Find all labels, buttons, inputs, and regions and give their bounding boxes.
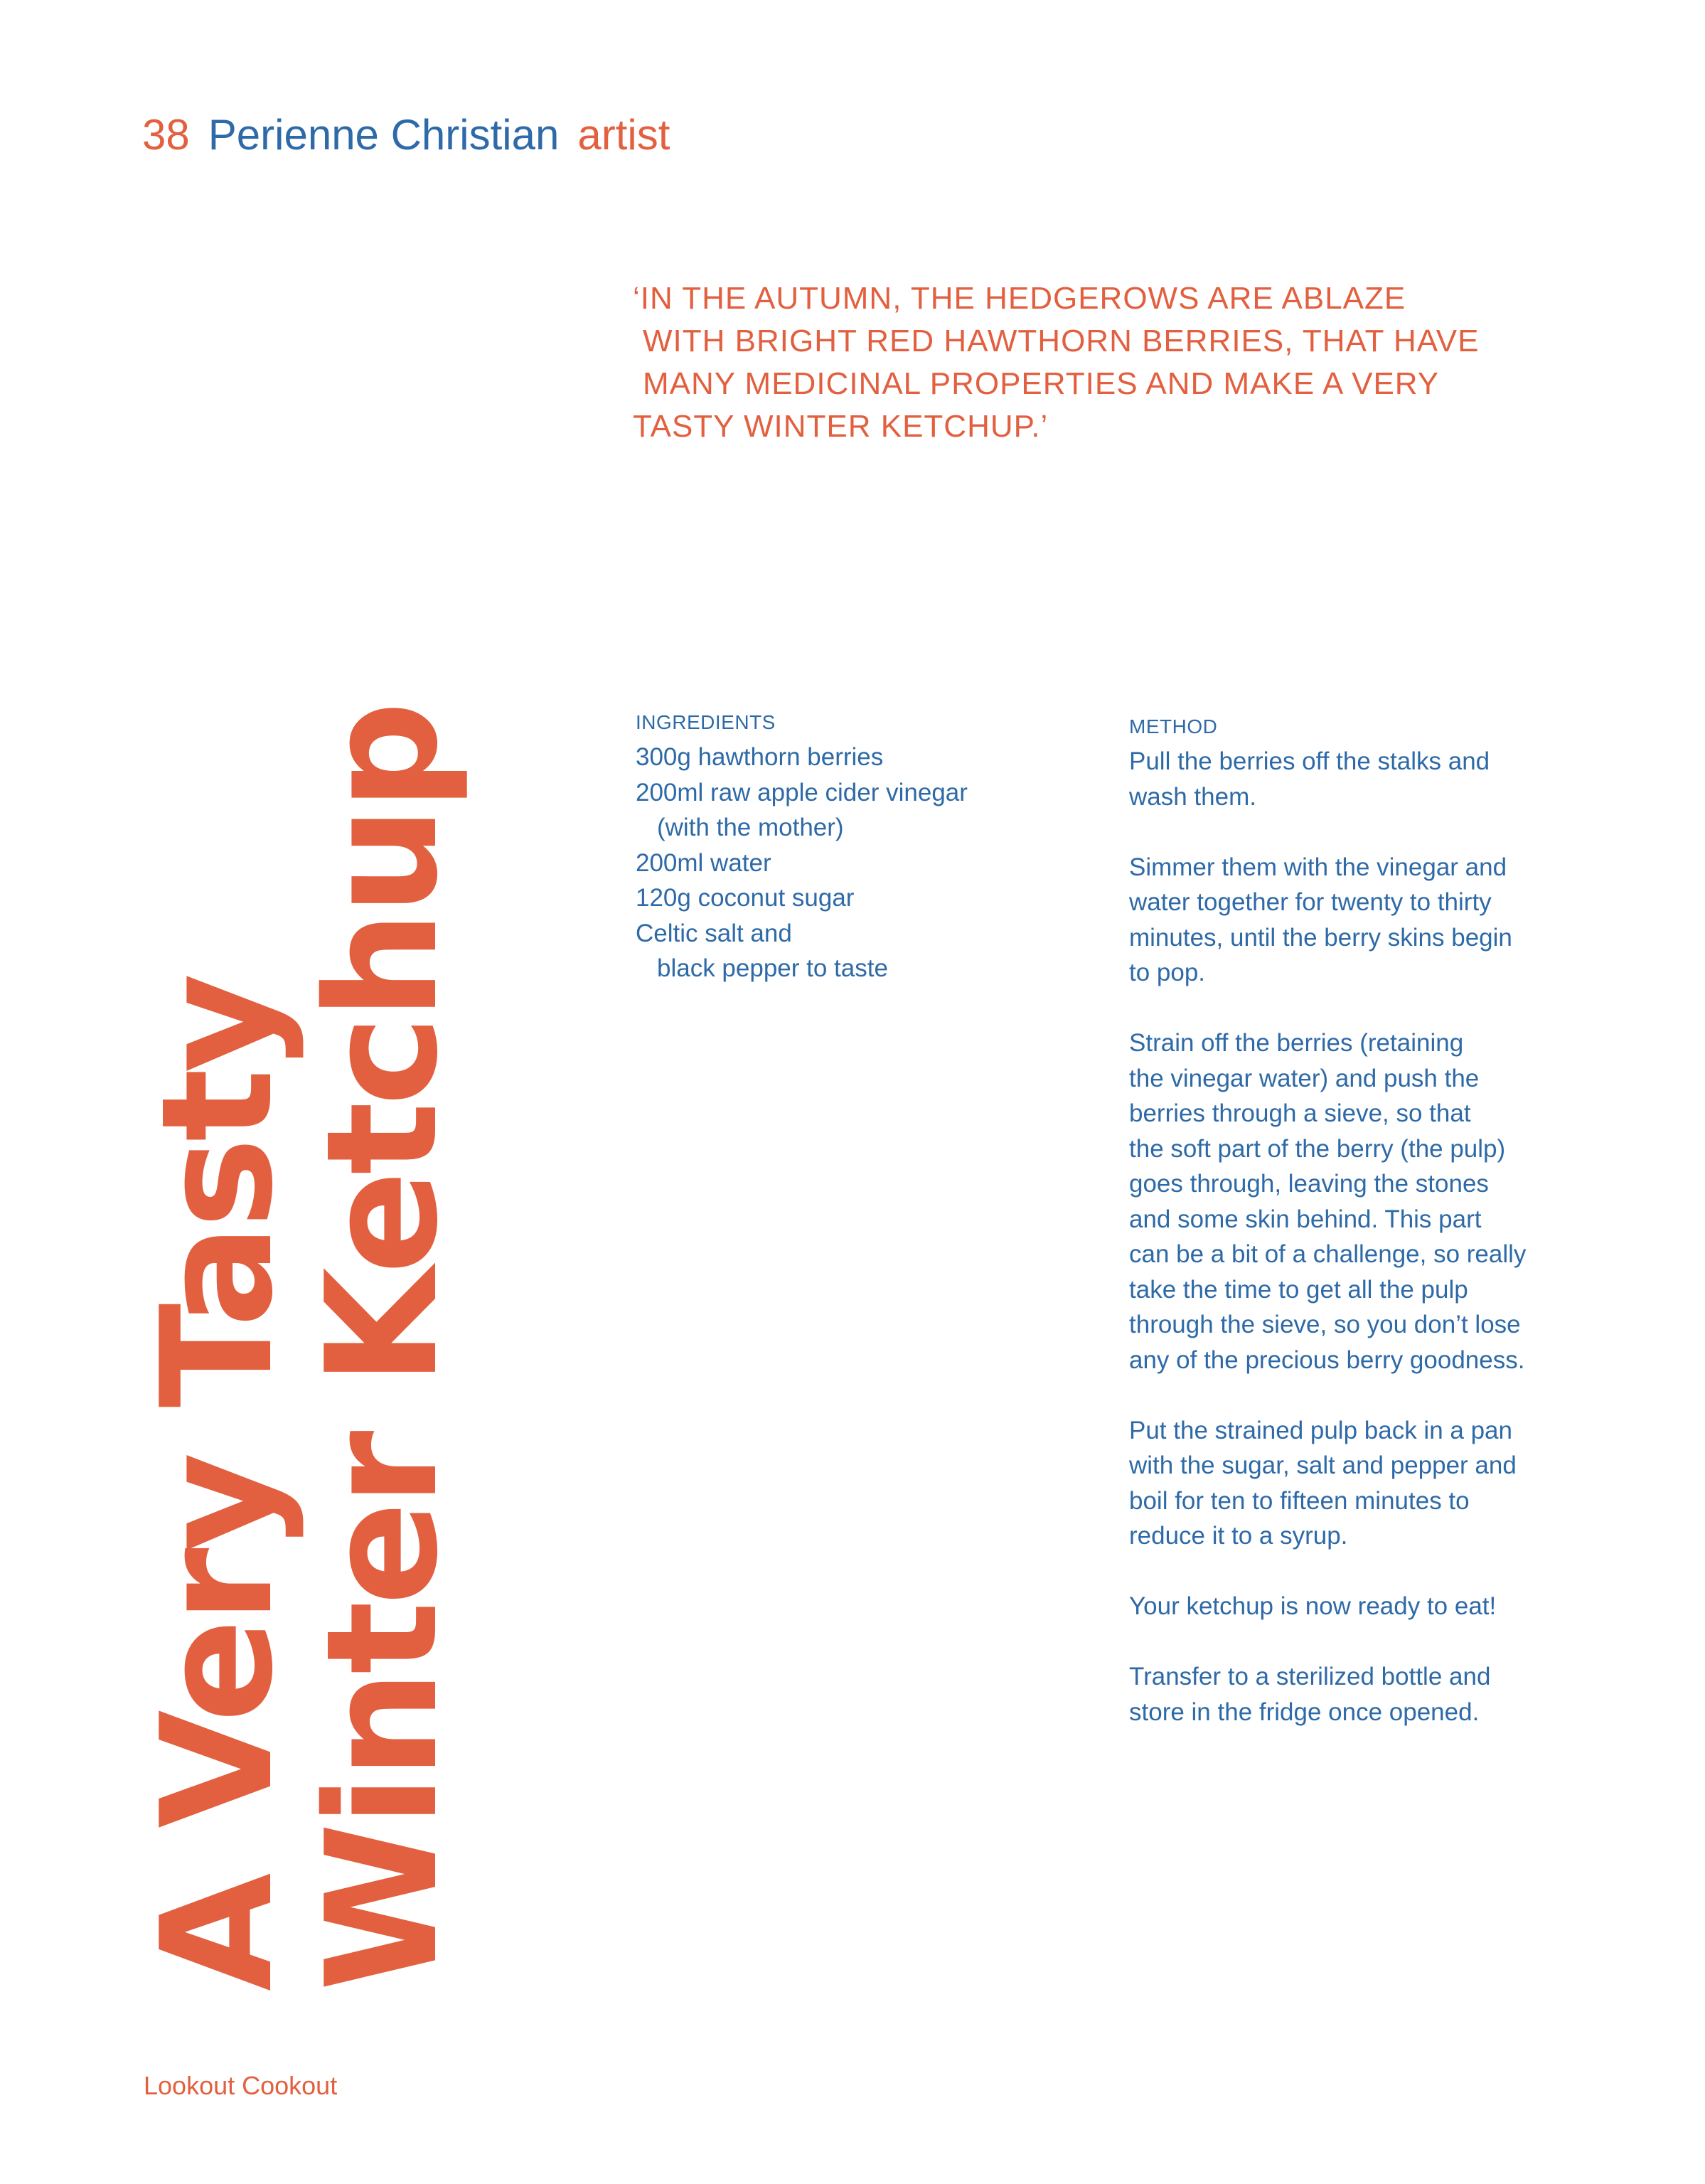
method-line: Pull the berries off the stalks and	[1129, 747, 1490, 775]
method-line: goes through, leaving the stones	[1129, 1170, 1489, 1198]
page-number: 38	[142, 111, 190, 159]
method-line: Transfer to a sterilized bottle and	[1129, 1663, 1491, 1690]
method-steps	[1129, 744, 1598, 1765]
method-step	[1129, 850, 1598, 991]
method-step	[1129, 1589, 1598, 1624]
ingredient-item: Celtic salt and	[636, 919, 792, 947]
method-step	[1129, 1413, 1598, 1554]
method-step	[1129, 744, 1598, 814]
recipe-title-line-2: Winter Ketchup	[293, 705, 471, 1991]
method-line: Strain off the berries (retaining	[1129, 1029, 1464, 1057]
method-line: boil for ten to fifteen minutes to	[1129, 1486, 1470, 1515]
publication-footer: Lookout Cookout	[144, 2071, 338, 2100]
page-header	[142, 111, 688, 159]
method-line: reduce it to a syrup.	[1129, 1522, 1348, 1550]
ingredients-list	[636, 740, 1091, 986]
method-line: Your ketchup is now ready to eat!	[1129, 1592, 1497, 1620]
ingredient-item: 200ml water	[636, 848, 771, 877]
method-line: berries through a sieve, so that	[1129, 1099, 1471, 1127]
method-line: to pop.	[1129, 959, 1206, 986]
quote-line: ‘IN THE AUTUMN, THE HEDGEROWS ARE ABLAZE	[633, 281, 1406, 316]
ingredient-item: (with the mother)	[657, 814, 844, 841]
method-step	[1129, 1659, 1598, 1730]
method-heading: METHOD	[1129, 715, 1218, 737]
method-line: take the time to get all the pulp	[1129, 1275, 1468, 1304]
ingredient-item: 120g coconut sugar	[636, 884, 855, 912]
method-line: through the sieve, so you don’t lose	[1129, 1311, 1521, 1338]
ingredient-item: 200ml raw apple cider vinegar	[636, 778, 968, 806]
quote-line: WITH BRIGHT RED HAWTHORN BERRIES, THAT HAVE	[643, 324, 1480, 358]
quote-line: MANY MEDICINAL PROPERTIES AND MAKE A VERY	[643, 366, 1440, 401]
recipe-title	[128, 441, 476, 1991]
quote-line: TASTY WINTER KETCHUP.’	[633, 409, 1049, 444]
method-line: the soft part of the berry (the pulp)	[1129, 1134, 1506, 1163]
recipe-title-line-1: A Very Tasty	[128, 977, 306, 1991]
pull-quote	[633, 277, 1557, 448]
ingredients-heading: INGREDIENTS	[636, 711, 776, 733]
method-line: Simmer them with the vinegar and	[1129, 853, 1507, 881]
ingredient-item: black pepper to taste	[657, 954, 888, 982]
method-line: can be a bit of a challenge, so really	[1129, 1240, 1527, 1268]
author-name: Perienne Christian	[208, 111, 560, 159]
method-line: store in the fridge once opened.	[1129, 1698, 1480, 1726]
method-line: Put the strained pulp back in a pan	[1129, 1416, 1512, 1444]
method-line: any of the precious berry goodness.	[1129, 1346, 1525, 1374]
method-line: wash them.	[1129, 782, 1256, 811]
method-line: minutes, until the berry skins begin	[1129, 923, 1512, 952]
method-line: and some skin behind. This part	[1129, 1205, 1482, 1233]
method-line: the vinegar water) and push the	[1129, 1064, 1480, 1092]
method-line: water together for twenty to thirty	[1129, 888, 1492, 916]
method-line: with the sugar, salt and pepper and	[1129, 1451, 1517, 1479]
author-role: artist	[577, 111, 670, 159]
ingredient-item: 300g hawthorn berries	[636, 743, 884, 771]
method-step	[1129, 1026, 1598, 1378]
